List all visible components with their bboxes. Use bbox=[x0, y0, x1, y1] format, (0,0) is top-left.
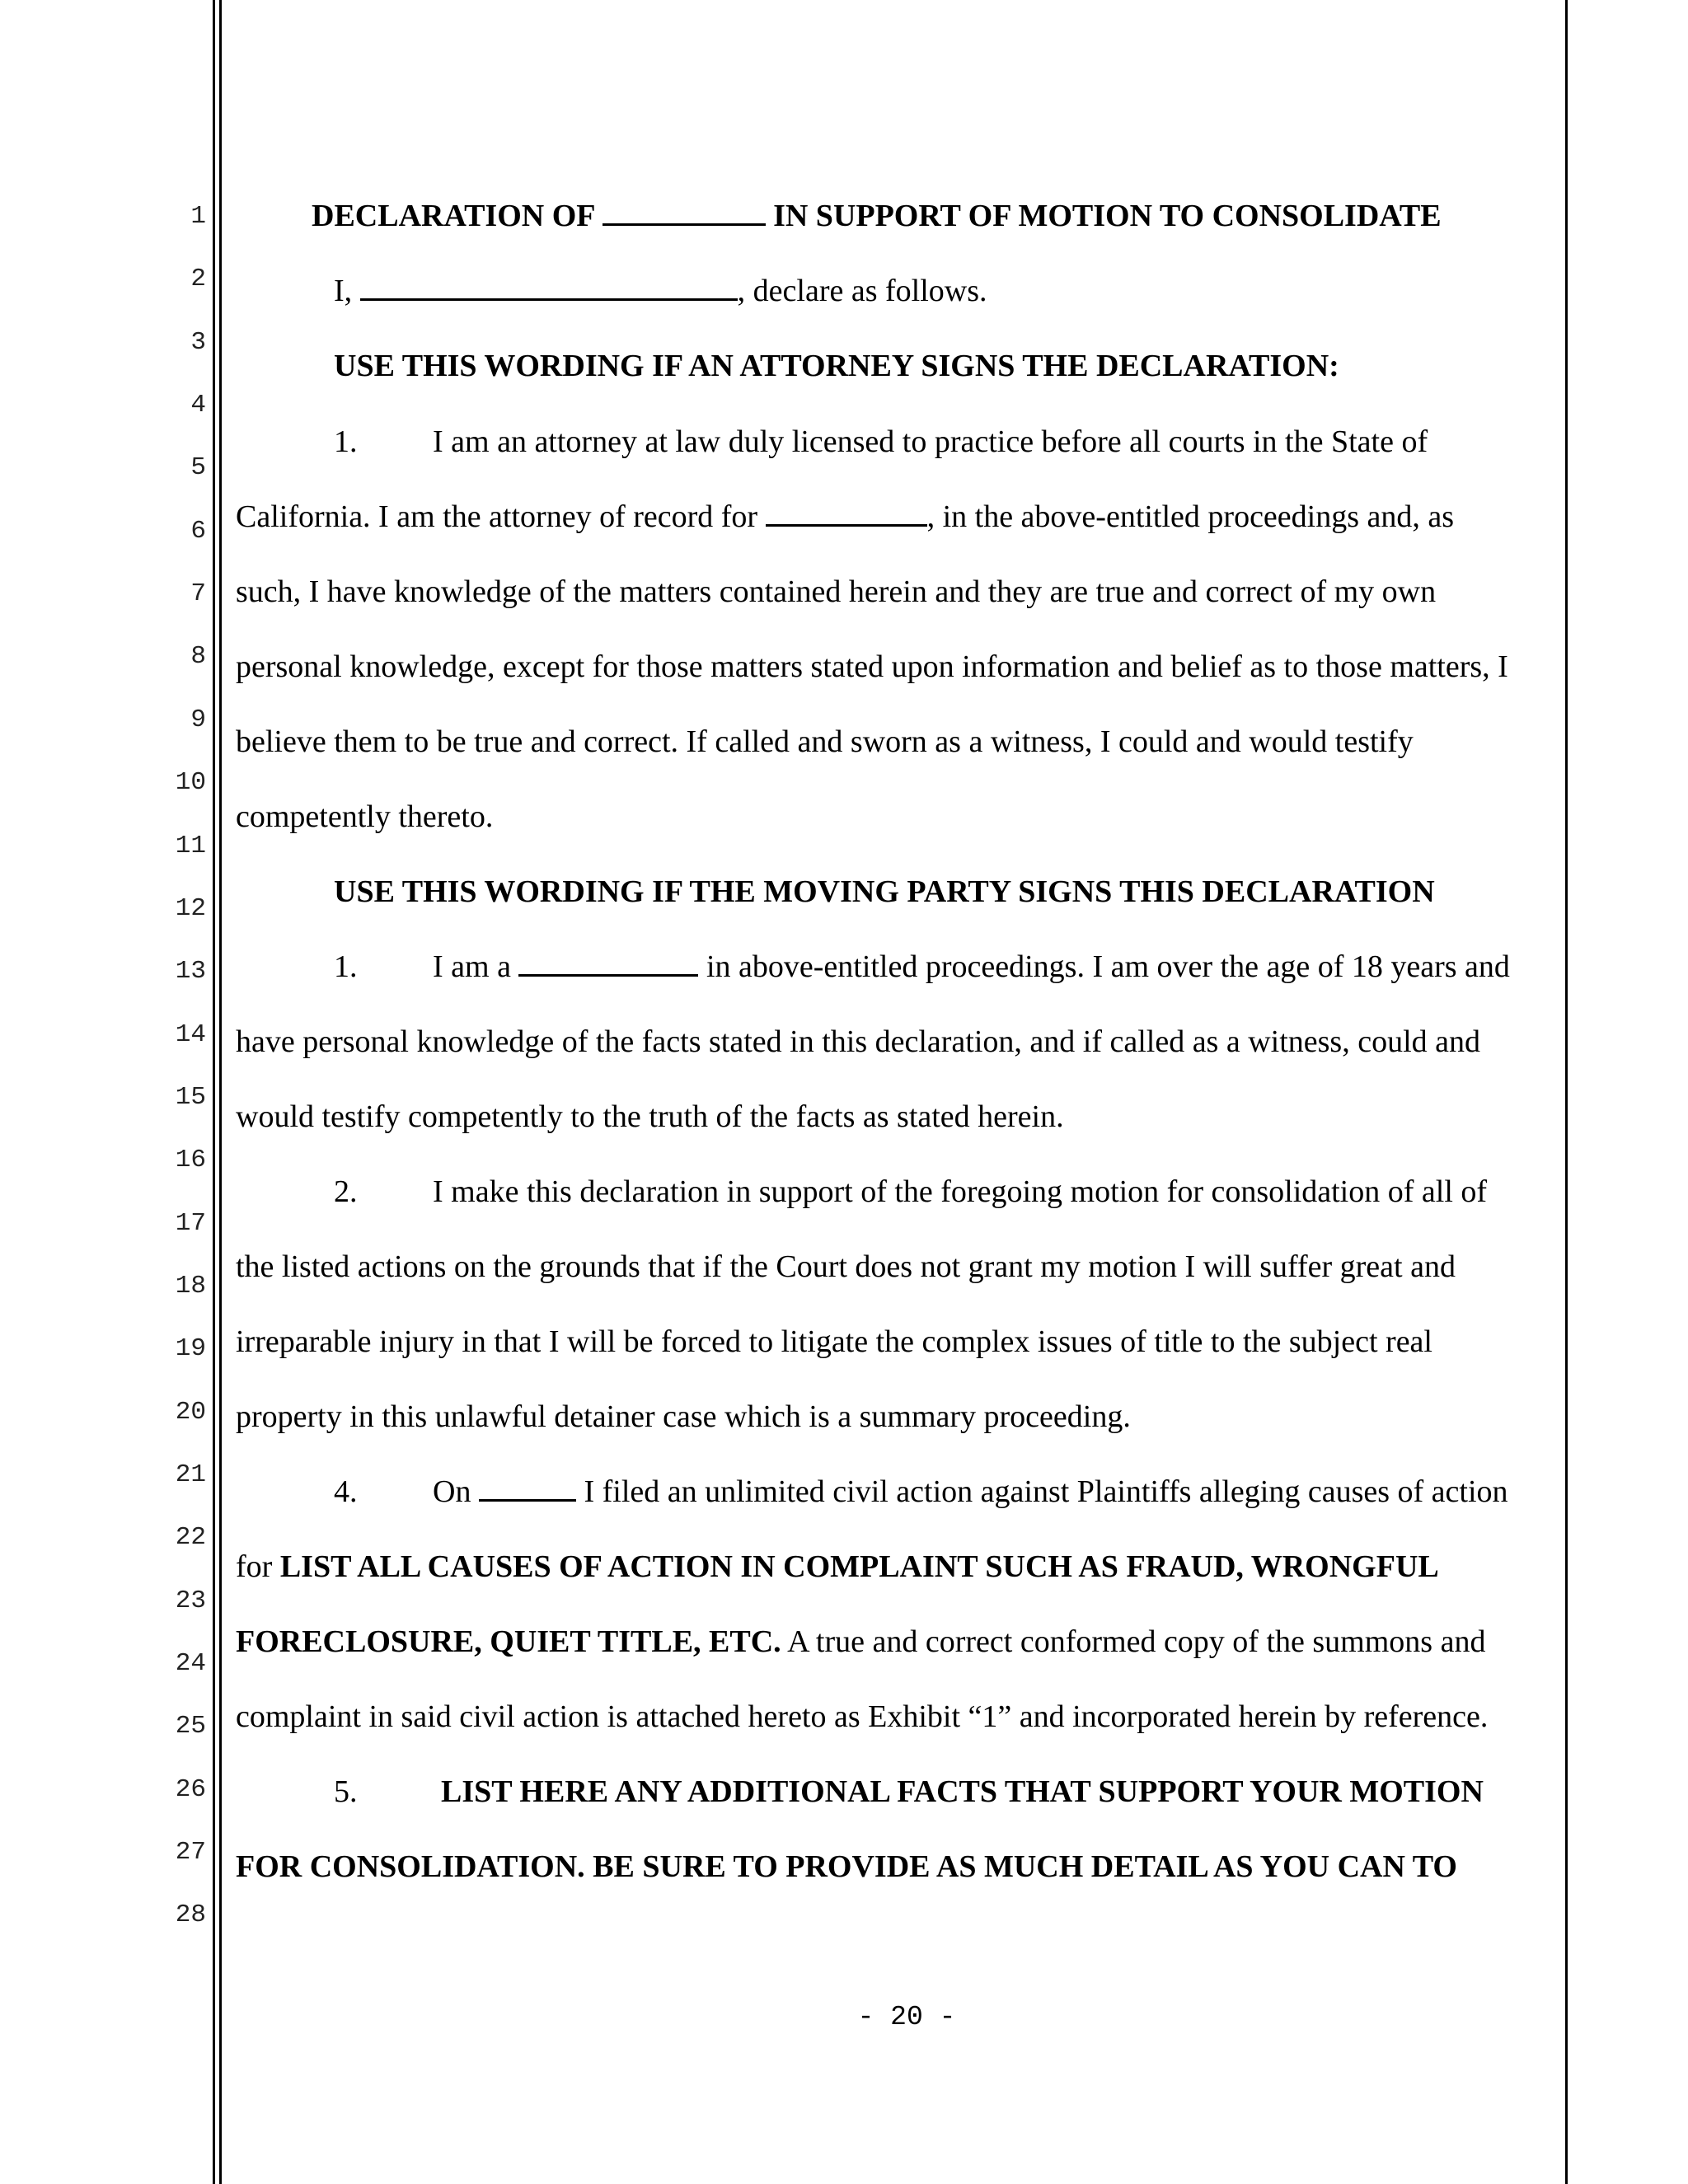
line-number: 6 bbox=[190, 517, 206, 546]
line-number: 28 bbox=[175, 1900, 206, 1929]
declare-line: I, , declare as follows. bbox=[334, 274, 987, 308]
line-number: 18 bbox=[175, 1272, 206, 1301]
line-number: 11 bbox=[175, 832, 206, 860]
para-4-line-2: for LIST ALL CAUSES OF ACTION IN COMPLAINT SUCH AS FRAUD, WRONGFUL bbox=[236, 1549, 1439, 1584]
line-number: 3 bbox=[190, 328, 206, 357]
para-2-line-2: the listed actions on the grounds that if the Court does not grant my motion I will suffer great and bbox=[236, 1249, 1456, 1284]
line-number: 21 bbox=[175, 1460, 206, 1489]
line-number: 25 bbox=[175, 1712, 206, 1741]
attorney-para-1-line-1: 1. I am an attorney at law duly licensed to practice before all courts in the State of bbox=[334, 424, 1428, 459]
page-number: - 20 - bbox=[857, 2002, 956, 2032]
para-4-line-4: complaint in said civil action is attached hereto as Exhibit “1” and incorporated herein by reference. bbox=[236, 1699, 1489, 1734]
line-number: 12 bbox=[175, 894, 206, 923]
left-margin-rule-outer bbox=[213, 0, 215, 2184]
line-number: 15 bbox=[175, 1083, 206, 1112]
line-number: 8 bbox=[190, 642, 206, 671]
line-number: 4 bbox=[190, 391, 206, 419]
line-number: 7 bbox=[190, 579, 206, 608]
line-number: 17 bbox=[175, 1209, 206, 1238]
line-number: 10 bbox=[175, 768, 206, 797]
attorney-para-1-line-3: such, I have knowledge of the matters contained herein and they are true and correct of my own bbox=[236, 574, 1437, 609]
line-number: 1 bbox=[190, 202, 206, 231]
line-number: 9 bbox=[190, 705, 206, 734]
para-2-line-4: property in this unlawful detainer case which is a summary proceeding. bbox=[236, 1399, 1131, 1434]
attorney-section-heading: USE THIS WORDING IF AN ATTORNEY SIGNS THE DECLARATION: bbox=[334, 349, 1339, 383]
line-number: 27 bbox=[175, 1838, 206, 1867]
attorney-para-1-line-4: personal knowledge, except for those matters stated upon information and belief as to those matters, I bbox=[236, 649, 1508, 684]
attorney-para-1-line-2: California. I am the attorney of record for , in the above-entitled proceedings and, as bbox=[236, 499, 1455, 534]
para-2-line-3: irreparable injury in that I will be forced to litigate the complex issues of title to the subject real bbox=[236, 1324, 1432, 1359]
attorney-para-1-line-6: competently thereto. bbox=[236, 799, 494, 834]
party-para-1-line-2: have personal knowledge of the facts stated in this declaration, and if called as a witness, could and bbox=[236, 1024, 1480, 1059]
party-section-heading: USE THIS WORDING IF THE MOVING PARTY SIGNS THIS DECLARATION bbox=[334, 874, 1435, 909]
party-role-blank bbox=[518, 949, 698, 977]
party-para-1-line-3: would testify competently to the truth of the facts as stated herein. bbox=[236, 1099, 1064, 1134]
line-number: 22 bbox=[175, 1523, 206, 1552]
line-number: 2 bbox=[190, 265, 206, 293]
para-4-line-1: 4. On I filed an unlimited civil action against Plaintiffs alleging causes of action bbox=[334, 1474, 1508, 1509]
para-5-line-2: FOR CONSOLIDATION. BE SURE TO PROVIDE AS MUCH DETAIL AS YOU CAN TO bbox=[236, 1849, 1457, 1884]
para-2-line-1: 2. I make this declaration in support of the foregoing motion for consolidation of all of bbox=[334, 1174, 1488, 1209]
line-number: 5 bbox=[190, 453, 206, 482]
line-number: 23 bbox=[175, 1586, 206, 1615]
line-number: 24 bbox=[175, 1649, 206, 1678]
line-number: 20 bbox=[175, 1398, 206, 1427]
para-5-line-1: 5. LIST HERE ANY ADDITIONAL FACTS THAT SUPPORT YOUR MOTION bbox=[334, 1774, 1484, 1809]
para-4-line-3: FORECLOSURE, QUIET TITLE, ETC. A true and correct conformed copy of the summons and bbox=[236, 1624, 1486, 1659]
date-blank bbox=[479, 1474, 576, 1502]
attorney-para-1-line-5: believe them to be true and correct. If called and sworn as a witness, I could and would testify bbox=[236, 724, 1414, 759]
left-margin-rule-inner bbox=[219, 0, 222, 2184]
line-number: 16 bbox=[175, 1146, 206, 1174]
party-para-1-line-1: 1. I am a in above-entitled proceedings. I am over the age of 18 years and bbox=[334, 949, 1510, 984]
line-number: 13 bbox=[175, 957, 206, 986]
line-number: 26 bbox=[175, 1775, 206, 1804]
name-blank bbox=[603, 199, 766, 226]
line-number: 19 bbox=[175, 1334, 206, 1363]
client-blank bbox=[766, 499, 927, 527]
declarant-blank bbox=[360, 274, 738, 301]
line-number: 14 bbox=[175, 1020, 206, 1049]
document-heading: DECLARATION OF IN SUPPORT OF MOTION TO CONSOLIDATE bbox=[312, 199, 1442, 233]
